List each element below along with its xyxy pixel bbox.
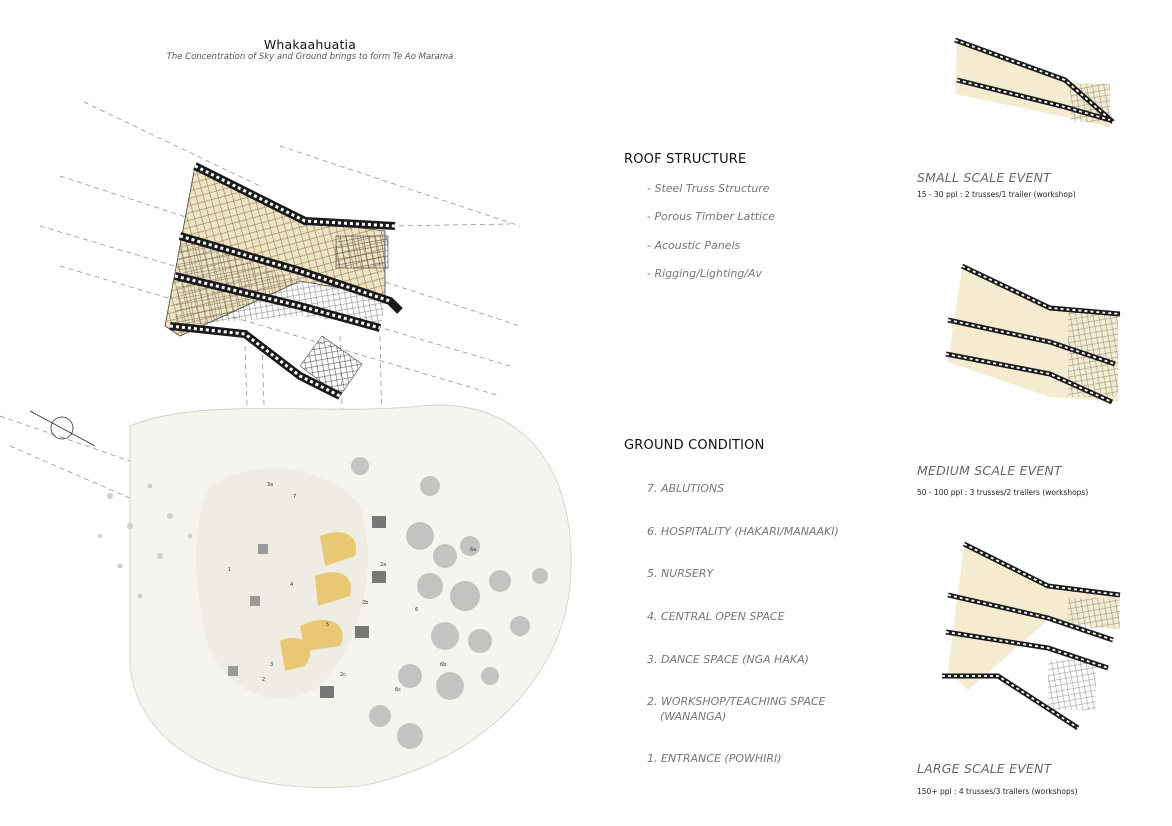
plan-label: 6b [440,662,447,668]
plan-label: 2c [340,672,346,678]
scale-desc: 50 - 100 ppl : 3 trusses/2 trailers (workshops) [917,488,1089,497]
page-subtitle: The Concentration of Sky and Ground brings to form Te Ao Marama [166,52,454,62]
plan-label: 6 [415,607,419,613]
scale-title: LARGE SCALE EVENT [917,761,1052,776]
ground-item: 6. HOSPITALITY (HAKARI/MANAAKI) [647,525,839,538]
page-title: Whakaahuatia [263,37,357,52]
ground-item: 3. DANCE SPACE (NGA HAKA) [647,653,809,666]
roof-item: - Porous Timber Lattice [647,210,775,223]
roof-item: - Rigging/Lighting/Av [647,267,763,280]
plan-label: 6a [470,547,477,553]
plan-label: 5 [326,622,330,628]
plan-label: 3a [267,482,274,488]
north-arrow-icon [30,411,95,446]
plan-label: 6c [395,687,401,693]
roof-structure-heading: ROOF STRUCTURE [624,152,747,167]
plan-label: 4 [290,582,294,588]
roof-item: - Steel Truss Structure [647,182,770,195]
ground-item-continued: (WANANGA) [660,710,727,723]
ground-item: 2. WORKSHOP/TEACHING SPACE [647,695,826,708]
ground-item: 4. CENTRAL OPEN SPACE [647,610,785,623]
small-scale-diagram [945,32,1135,132]
large-scale-diagram [938,540,1138,740]
scale-title: MEDIUM SCALE EVENT [917,463,1062,478]
plan-label: 1 [228,567,232,573]
scale-title: SMALL SCALE EVENT [917,170,1051,185]
plan-label: 2b [362,600,369,606]
ground-item: 5. NURSERY [647,567,714,580]
scale-desc: 150+ ppl : 4 trusses/3 trailers (workshops) [917,787,1078,796]
scale-desc: 15 - 30 ppl : 2 trusses/1 trailer (workshop) [917,190,1076,199]
ground-condition-heading: GROUND CONDITION [624,438,765,453]
roof-item: - Acoustic Panels [647,239,741,252]
ground-item: 1. ENTRANCE (POWHIRI) [647,752,782,765]
plan-label: 3 [270,662,274,668]
plan-label: 2a [380,562,387,568]
site-plan-drawing [0,66,600,826]
plan-label: 7 [293,494,297,500]
ground-plan [130,405,571,787]
plan-label: 2 [262,677,266,683]
ground-item: 7. ABLUTIONS [647,482,725,495]
medium-scale-diagram [940,262,1130,412]
